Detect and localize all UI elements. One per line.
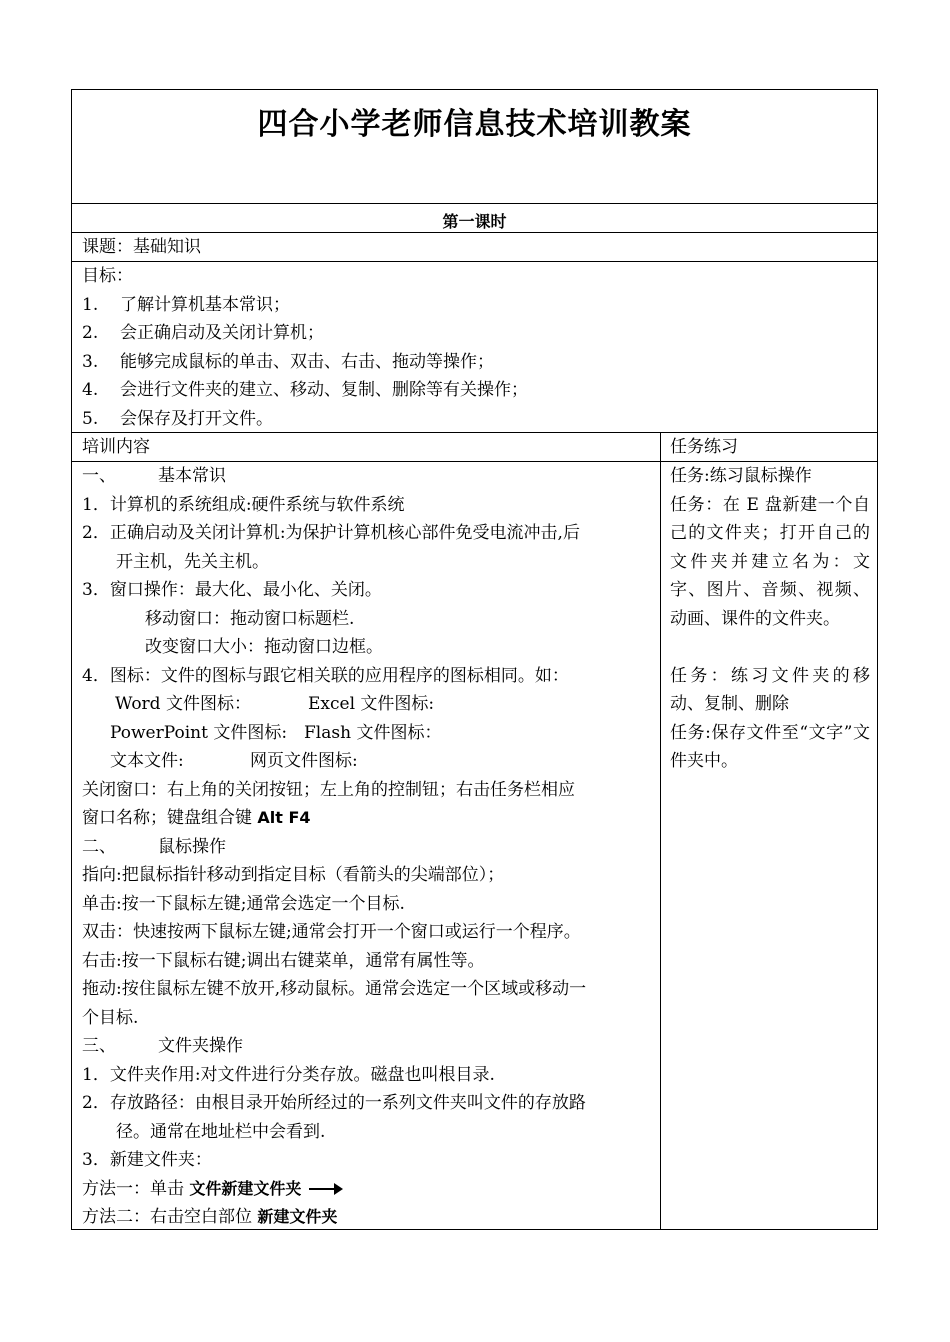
menu-path: 新建文件夹 xyxy=(257,1207,338,1226)
section-number: 一、 xyxy=(82,466,116,486)
icon-label-word: Word 文件图标： xyxy=(115,694,251,714)
goals-label: 目标： xyxy=(82,266,133,286)
header-content: 培训内容 xyxy=(82,437,150,457)
goal-text: 会进行文件夹的建立、移动、复制、删除等有关操作； xyxy=(120,380,528,400)
content-line: 3．窗口操作：最大化、最小化、关闭。 xyxy=(82,580,382,600)
lesson-row xyxy=(72,204,877,233)
title-row xyxy=(72,90,877,204)
goal-num: 5. xyxy=(82,408,99,429)
content-line: 4．图标：文件的图标与跟它相关联的应用程序的图标相同。如： xyxy=(82,665,569,686)
content-line: 1．文件夹作用:对文件进行分类存放。磁盘也叫根目录. xyxy=(82,1064,495,1085)
method-line xyxy=(82,1175,341,1204)
content-line: 指向:把鼠标指针移动到指定目标（看箭头的尖端部位）； xyxy=(82,865,505,885)
content-row xyxy=(72,462,877,1229)
icon-label-excel: Excel 文件图标: xyxy=(308,694,435,714)
content-line: 3．新建文件夹： xyxy=(82,1150,212,1170)
icon-label-flash: Flash 文件图标： xyxy=(304,722,442,743)
section-number: 二、 xyxy=(82,836,116,857)
task-item: 任务：练习文件夹的移动、复制、删除 xyxy=(670,665,870,714)
section-title: 文件夹操作 xyxy=(158,1036,243,1056)
goals-row xyxy=(72,262,877,433)
content-line: 2．正确启动及关闭计算机:为保护计算机核心部件免受电流冲击,后 xyxy=(82,523,580,543)
content-text: 方法二：右击空白部位 xyxy=(82,1207,258,1227)
shortcut-keys: Alt F4 xyxy=(257,808,311,827)
content-line: 单击:按一下鼠标左键;通常会选定一个目标. xyxy=(82,893,405,914)
task-item: 任务:保存文件至“文字”文件夹中。 xyxy=(670,722,870,771)
section-title: 鼠标操作 xyxy=(158,836,226,857)
lesson-heading: 第一课时 xyxy=(442,212,507,231)
content-line: 径。通常在地址栏中会看到. xyxy=(116,1121,326,1142)
goal-text: 能够完成鼠标的单击、双击、右击、拖动等操作； xyxy=(120,351,494,372)
column-divider xyxy=(660,433,661,1230)
content-line: 拖动:按住鼠标左键不放开,移动鼠标。通常会选定一个区域或移动一 xyxy=(82,979,587,999)
content-line: 改变窗口大小：拖动窗口边框。 xyxy=(145,637,383,657)
content-text: 方法一：单击 xyxy=(82,1178,190,1199)
goal-text: 会正确启动及关闭计算机； xyxy=(120,323,324,343)
goal-num: 1. xyxy=(82,294,99,315)
content-line: 移动窗口：拖动窗口标题栏. xyxy=(145,608,355,629)
goal-text: 会保存及打开文件。 xyxy=(120,408,273,429)
goal-num: 2. xyxy=(82,323,99,343)
content-line: 个目标. xyxy=(82,1007,139,1028)
content-line: 1．计算机的系统组成:硬件系统与软件系统 xyxy=(82,494,405,515)
arrow-right-icon xyxy=(309,1188,341,1190)
content-text: 窗口名称；键盘组合键 xyxy=(82,808,258,828)
goal-num: 3. xyxy=(82,351,99,372)
task-item: 任务：在 E 盘新建一个自己的文件夹；打开自己的文件夹并建立名为：文字、图片、音频、视频、动画、课件的文件夹。 xyxy=(670,494,870,629)
goal-num: 4. xyxy=(82,380,99,400)
content-line: 2．存放路径：由根目录开始所经过的一系列文件夹叫文件的存放路 xyxy=(82,1093,586,1113)
icon-label-web: 网页文件图标: xyxy=(250,751,358,771)
content-line: 双击：快速按两下鼠标左键;通常会打开一个窗口或运行一个程序。 xyxy=(82,922,581,942)
header-tasks: 任务练习 xyxy=(670,437,738,457)
icon-label-text: 文本文件: xyxy=(110,751,184,771)
menu-path: 文件新建文件夹 xyxy=(189,1178,302,1198)
goal-text: 了解计算机基本常识； xyxy=(120,294,290,315)
content-line: 开主机，先关主机。 xyxy=(116,551,269,572)
section-number: 三、 xyxy=(82,1036,116,1056)
page-title: 四合小学老师信息技术培训教案 xyxy=(257,107,692,142)
topic-row xyxy=(72,233,877,262)
column-header-row xyxy=(72,433,877,462)
lesson-plan-table xyxy=(71,89,878,1230)
content-line: 关闭窗口：右上角的关闭按钮；左上角的控制钮；右击任务栏相应 xyxy=(82,779,575,800)
section-title: 基本常识 xyxy=(158,466,226,486)
topic-text: 课题：基础知识 xyxy=(82,237,201,257)
icon-label-powerpoint: PowerPoint 文件图标: xyxy=(110,722,288,743)
content-line: 右击:按一下鼠标右键;调出右键菜单，通常有属性等。 xyxy=(82,950,485,971)
content-line xyxy=(82,804,311,833)
task-item: 任务:练习鼠标操作 xyxy=(670,466,812,486)
method-line xyxy=(82,1203,337,1232)
